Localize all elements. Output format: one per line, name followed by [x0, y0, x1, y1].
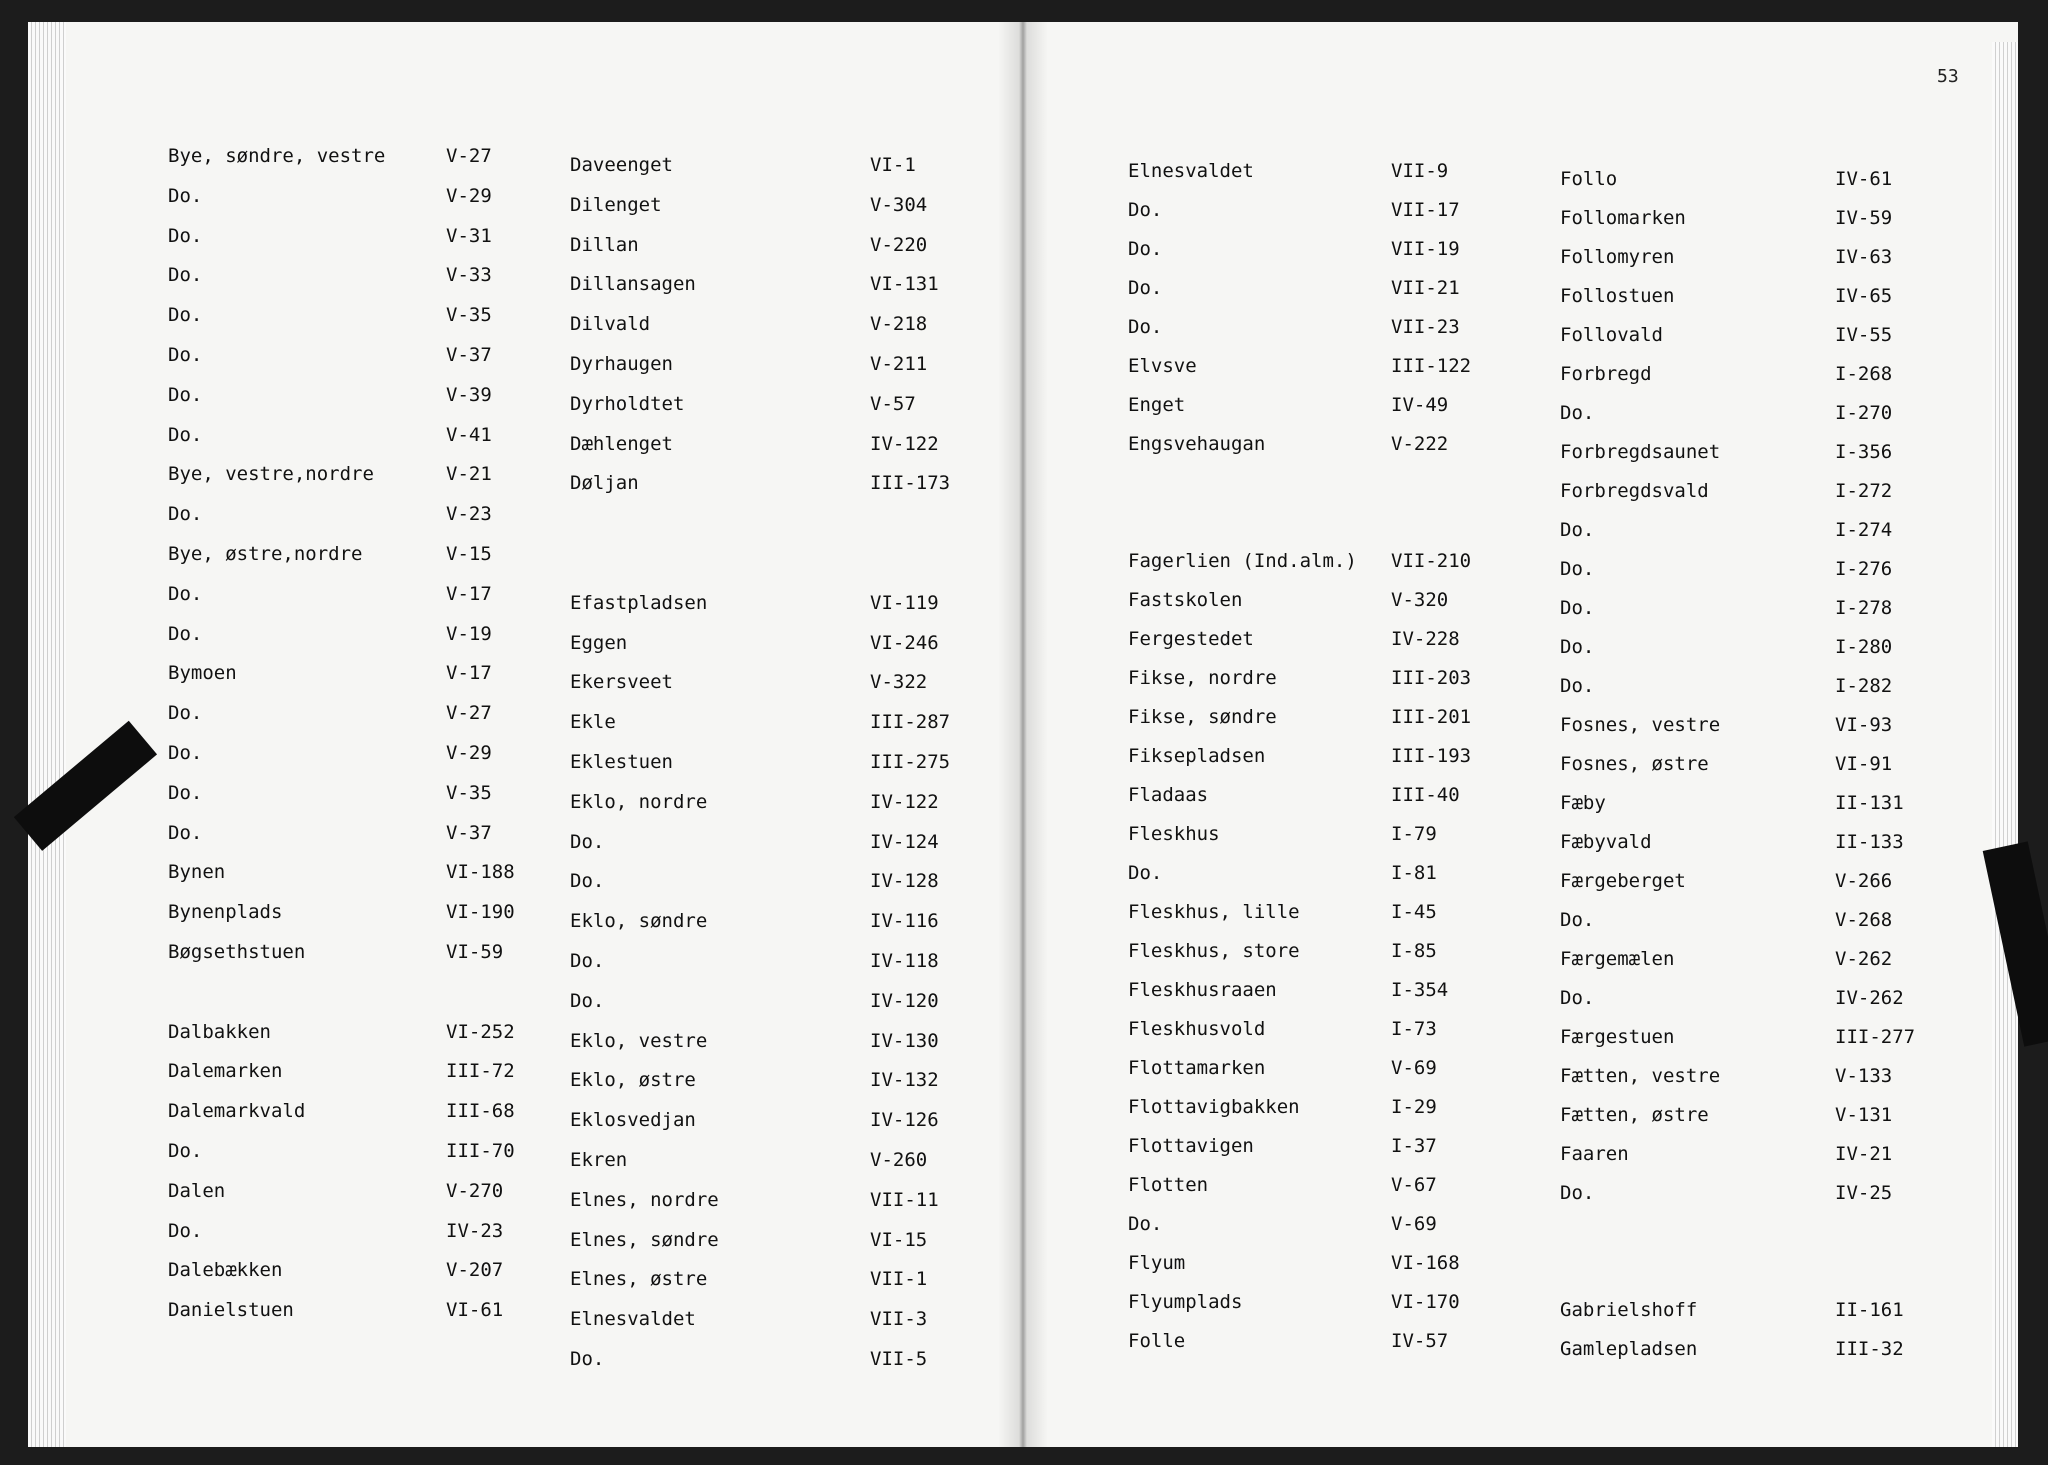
volume-reference: III-72 — [446, 1060, 515, 1083]
volume-reference: IV-57 — [1391, 1330, 1449, 1352]
place-name: Do. — [570, 870, 605, 893]
place-name: Do. — [168, 1140, 203, 1162]
place-name: Fleskhus, lille — [1128, 901, 1300, 923]
volume-reference: VI-93 — [1835, 714, 1893, 736]
volume-reference: V-268 — [1835, 909, 1893, 931]
volume-reference: III-122 — [1391, 355, 1472, 377]
place-name: Eklosvedjan — [570, 1109, 696, 1132]
volume-reference: VI-15 — [870, 1228, 928, 1251]
place-name: Do. — [570, 830, 605, 853]
place-name: Do. — [168, 383, 203, 406]
volume-reference: IV-124 — [870, 830, 939, 853]
place-name: Ekren — [570, 1149, 628, 1171]
volume-reference: VI-188 — [446, 861, 515, 884]
place-name: Do. — [1560, 402, 1595, 424]
volume-reference: V-218 — [870, 313, 928, 336]
volume-reference: V-270 — [446, 1179, 504, 1202]
place-name: Do. — [168, 622, 203, 645]
place-name: Dillan — [570, 233, 639, 256]
volume-reference: IV-25 — [1835, 1182, 1893, 1204]
volume-reference: VII-1 — [870, 1268, 928, 1291]
volume-reference: III-275 — [870, 751, 951, 773]
place-name: Elvsve — [1128, 355, 1197, 377]
volume-reference: I-268 — [1835, 363, 1893, 385]
place-name: Flotten — [1128, 1174, 1209, 1196]
place-name: Do. — [168, 304, 203, 327]
volume-reference: II-131 — [1835, 792, 1904, 814]
volume-reference: IV-65 — [1835, 285, 1893, 307]
volume-reference: V-322 — [870, 671, 928, 694]
volume-reference: V-35 — [446, 304, 492, 327]
place-name: Fleskhus, store — [1128, 940, 1300, 962]
volume-reference: I-37 — [1391, 1135, 1437, 1157]
volume-reference: III-68 — [446, 1100, 515, 1123]
place-name: Do. — [570, 989, 605, 1012]
place-name: Do. — [1560, 909, 1595, 931]
place-name: Faaren — [1560, 1143, 1629, 1165]
place-name: Fleskhusraaen — [1128, 979, 1277, 1001]
place-name: Dalbakken — [168, 1020, 271, 1043]
place-name: Bye, vestre,nordre — [168, 463, 374, 486]
place-name: Dyrhaugen — [570, 353, 673, 375]
volume-reference: VI-252 — [446, 1020, 515, 1043]
volume-reference: III-201 — [1391, 706, 1472, 728]
volume-reference: V-211 — [870, 353, 928, 375]
volume-reference: III-40 — [1391, 784, 1460, 806]
volume-reference: V-131 — [1835, 1104, 1893, 1126]
place-name: Eklo, nordre — [570, 790, 708, 813]
place-name: Bye, søndre, vestre — [168, 145, 386, 167]
volume-reference: II-161 — [1835, 1299, 1904, 1321]
volume-reference: IV-120 — [870, 989, 939, 1012]
place-name: Forbregdsaunet — [1560, 441, 1721, 463]
place-name: Do. — [1560, 675, 1595, 697]
volume-reference: I-276 — [1835, 558, 1893, 580]
page-number: 53 — [1937, 66, 1959, 87]
place-name: Do. — [168, 702, 203, 725]
volume-reference: V-69 — [1391, 1057, 1437, 1079]
volume-reference: III-173 — [870, 472, 951, 495]
place-name: Eklo, søndre — [570, 910, 708, 933]
place-name: Flottavigen — [1128, 1135, 1254, 1157]
place-name: Dilvald — [570, 313, 651, 336]
place-name: Engsvehaugan — [1128, 433, 1266, 455]
volume-reference: I-270 — [1835, 402, 1893, 424]
volume-reference: IV-126 — [870, 1109, 939, 1132]
volume-reference: IV-63 — [1835, 246, 1893, 268]
place-name: Do. — [1560, 519, 1595, 541]
volume-reference: V-31 — [446, 224, 492, 247]
volume-reference: I-278 — [1835, 597, 1893, 619]
place-name: Fleskhusvold — [1128, 1018, 1266, 1040]
volume-reference: VII-19 — [1391, 238, 1460, 260]
volume-reference: V-67 — [1391, 1174, 1437, 1196]
volume-reference: V-69 — [1391, 1213, 1437, 1235]
volume-reference: V-207 — [446, 1259, 504, 1282]
volume-reference: I-85 — [1391, 940, 1437, 962]
volume-reference: VII-21 — [1391, 277, 1460, 299]
place-name: Do. — [168, 423, 203, 446]
volume-reference: III-203 — [1391, 667, 1472, 689]
volume-reference: IV-59 — [1835, 207, 1893, 229]
volume-reference: IV-21 — [1835, 1143, 1893, 1165]
place-name: Ekersveet — [570, 671, 673, 694]
volume-reference: VI-1 — [870, 154, 916, 176]
volume-reference: VI-91 — [1835, 753, 1893, 775]
place-name: Do. — [1560, 987, 1595, 1009]
place-name: Døljan — [570, 472, 639, 495]
volume-reference: IV-128 — [870, 870, 939, 893]
place-name: Færgeberget — [1560, 870, 1686, 892]
volume-reference: IV-116 — [870, 910, 939, 933]
place-name: Folle — [1128, 1330, 1186, 1352]
place-name: Fastskolen — [1128, 589, 1243, 611]
place-name: Do. — [168, 224, 203, 247]
volume-reference: V-37 — [446, 821, 492, 844]
volume-reference: V-27 — [446, 145, 492, 167]
volume-reference: V-33 — [446, 264, 492, 287]
place-name: Do. — [168, 742, 203, 764]
volume-reference: III-287 — [870, 711, 951, 734]
place-name: Eklo, østre — [570, 1069, 696, 1092]
place-name: Do. — [168, 184, 203, 207]
place-name: Do. — [570, 1348, 605, 1370]
volume-reference: IV-228 — [1391, 628, 1460, 650]
place-name: Dæhlenget — [570, 432, 673, 455]
place-name: Dalemarken — [168, 1060, 283, 1083]
volume-reference: V-23 — [446, 503, 492, 526]
place-name: Fætten, østre — [1560, 1104, 1709, 1126]
place-name: Bye, østre,nordre — [168, 543, 363, 565]
place-name: Færgemælen — [1560, 948, 1675, 970]
volume-reference: VI-246 — [870, 631, 939, 654]
volume-reference: VI-59 — [446, 941, 504, 963]
volume-reference: III-277 — [1835, 1026, 1916, 1048]
volume-reference: VI-190 — [446, 901, 515, 924]
volume-reference: V-17 — [446, 662, 492, 685]
volume-reference: VI-168 — [1391, 1252, 1460, 1274]
volume-reference: I-282 — [1835, 675, 1893, 697]
volume-reference: III-193 — [1391, 745, 1472, 767]
place-name: Fiksepladsen — [1128, 745, 1266, 767]
volume-reference: V-19 — [446, 622, 492, 645]
place-name: Elnesvaldet — [1128, 160, 1254, 182]
place-name: Elnes, østre — [570, 1268, 708, 1291]
place-name: Elnes, nordre — [570, 1188, 719, 1211]
place-name: Færgestuen — [1560, 1026, 1675, 1048]
place-name: Do. — [168, 781, 203, 804]
volume-reference: V-27 — [446, 702, 492, 725]
volume-reference: IV-132 — [870, 1069, 939, 1092]
place-name: Do. — [168, 821, 203, 844]
volume-reference: III-70 — [446, 1140, 515, 1162]
volume-reference: IV-262 — [1835, 987, 1904, 1009]
volume-reference: IV-122 — [870, 432, 939, 455]
place-name: Do. — [1560, 1182, 1595, 1204]
place-name: Bøgsethstuen — [168, 941, 306, 963]
place-name: Dalemarkvald — [168, 1100, 306, 1123]
volume-reference: VII-11 — [870, 1188, 939, 1211]
place-name: Flyumplads — [1128, 1291, 1243, 1313]
volume-reference: IV-23 — [446, 1219, 504, 1242]
volume-reference: V-39 — [446, 383, 492, 406]
place-name: Elnes, søndre — [570, 1228, 719, 1251]
volume-reference: V-37 — [446, 344, 492, 366]
place-name: Fætten, vestre — [1560, 1065, 1721, 1087]
volume-reference: I-81 — [1391, 862, 1437, 884]
place-name: Follo — [1560, 168, 1618, 190]
volume-reference: I-272 — [1835, 480, 1893, 502]
place-name: Do. — [168, 582, 203, 605]
place-name: Bymoen — [168, 662, 237, 685]
place-name: Follostuen — [1560, 285, 1675, 307]
volume-reference: IV-122 — [870, 790, 939, 813]
place-name: Fikse, nordre — [1128, 667, 1277, 689]
place-name: Do. — [168, 344, 203, 366]
place-name: Fæbyvald — [1560, 831, 1652, 853]
volume-reference: V-15 — [446, 543, 492, 565]
place-name: Bynenplads — [168, 901, 283, 924]
place-name: Do. — [1128, 316, 1163, 338]
volume-reference: I-280 — [1835, 636, 1893, 658]
volume-reference: V-266 — [1835, 870, 1893, 892]
volume-reference: I-73 — [1391, 1018, 1437, 1040]
place-name: Flyum — [1128, 1252, 1186, 1274]
place-name: Dalen — [168, 1179, 226, 1202]
place-name: Follomarken — [1560, 207, 1686, 229]
place-name: Do. — [1128, 862, 1163, 884]
place-name: Dalebækken — [168, 1259, 283, 1282]
place-name: Dillansagen — [570, 273, 696, 296]
place-name: Do. — [168, 1219, 203, 1242]
volume-reference: V-222 — [1391, 433, 1449, 455]
volume-reference: V-57 — [870, 392, 916, 415]
place-name: Eklestuen — [570, 751, 673, 773]
volume-reference: VII-3 — [870, 1308, 928, 1331]
volume-reference: V-262 — [1835, 948, 1893, 970]
place-name: Fladaas — [1128, 784, 1209, 806]
place-name: Do. — [1560, 558, 1595, 580]
place-name: Follovald — [1560, 324, 1663, 346]
volume-reference: I-356 — [1835, 441, 1893, 463]
place-name: Forbregd — [1560, 363, 1652, 385]
place-name: Do. — [1128, 238, 1163, 260]
place-name: Fagerlien (Ind.alm.) — [1128, 550, 1357, 572]
volume-reference: II-133 — [1835, 831, 1904, 853]
volume-reference: I-29 — [1391, 1096, 1437, 1118]
volume-reference: I-354 — [1391, 979, 1449, 1001]
place-name: Do. — [1560, 597, 1595, 619]
place-name: Bynen — [168, 861, 226, 884]
place-name: Eklo, vestre — [570, 1029, 708, 1052]
volume-reference: VI-131 — [870, 273, 939, 296]
place-name: Do. — [168, 264, 203, 287]
volume-reference: IV-130 — [870, 1029, 939, 1052]
volume-reference: III-32 — [1835, 1338, 1904, 1360]
volume-reference: I-45 — [1391, 901, 1437, 923]
place-name: Eggen — [570, 631, 628, 654]
place-name: Do. — [168, 503, 203, 526]
place-name: Do. — [570, 950, 605, 972]
place-name: Do. — [1560, 636, 1595, 658]
volume-reference: V-220 — [870, 233, 928, 256]
volume-reference: IV-49 — [1391, 394, 1449, 416]
place-name: Fæby — [1560, 792, 1606, 814]
place-name: Gabrielshoff — [1560, 1299, 1698, 1321]
place-name: Forbregdsvald — [1560, 480, 1709, 502]
volume-reference: VII-23 — [1391, 316, 1460, 338]
place-name: Flottamarken — [1128, 1057, 1266, 1079]
volume-reference: V-304 — [870, 193, 928, 216]
place-name: Do. — [1128, 199, 1163, 221]
place-name: Flottavigbakken — [1128, 1096, 1300, 1118]
place-name: Efastpladsen — [570, 591, 708, 614]
volume-reference: V-29 — [446, 184, 492, 207]
volume-reference: VI-170 — [1391, 1291, 1460, 1313]
volume-reference: V-260 — [870, 1149, 928, 1171]
volume-reference: I-274 — [1835, 519, 1893, 541]
book-gutter — [998, 22, 1048, 1447]
place-name: Follomyren — [1560, 246, 1675, 268]
place-name: Daveenget — [570, 154, 673, 176]
volume-reference: VII-210 — [1391, 550, 1472, 572]
right-page-edges — [1992, 42, 2018, 1447]
volume-reference: V-320 — [1391, 589, 1449, 611]
place-name: Fosnes, vestre — [1560, 714, 1721, 736]
volume-reference: IV-118 — [870, 950, 939, 972]
place-name: Fikse, søndre — [1128, 706, 1277, 728]
volume-reference: I-79 — [1391, 823, 1437, 845]
place-name: Fergestedet — [1128, 628, 1254, 650]
volume-reference: V-35 — [446, 781, 492, 804]
volume-reference: V-17 — [446, 582, 492, 605]
volume-reference: VI-119 — [870, 591, 939, 614]
place-name: Dilenget — [570, 193, 662, 216]
place-name: Danielstuen — [168, 1299, 294, 1322]
volume-reference: VII-5 — [870, 1348, 928, 1370]
volume-reference: VI-61 — [446, 1299, 504, 1322]
left-page-edges — [28, 22, 66, 1447]
place-name: Elnesvaldet — [570, 1308, 696, 1331]
volume-reference: V-21 — [446, 463, 492, 486]
place-name: Dyrholdtet — [570, 392, 685, 415]
volume-reference: IV-61 — [1835, 168, 1893, 190]
volume-reference: VII-9 — [1391, 160, 1449, 182]
volume-reference: IV-55 — [1835, 324, 1893, 346]
place-name: Enget — [1128, 394, 1186, 416]
place-name: Gamlepladsen — [1560, 1338, 1698, 1360]
volume-reference: VII-17 — [1391, 199, 1460, 221]
volume-reference: V-29 — [446, 742, 492, 764]
volume-reference: V-133 — [1835, 1065, 1893, 1087]
place-name: Fleskhus — [1128, 823, 1220, 845]
volume-reference: V-41 — [446, 423, 492, 446]
place-name: Do. — [1128, 1213, 1163, 1235]
place-name: Do. — [1128, 277, 1163, 299]
place-name: Ekle — [570, 711, 616, 734]
place-name: Fosnes, østre — [1560, 753, 1709, 775]
